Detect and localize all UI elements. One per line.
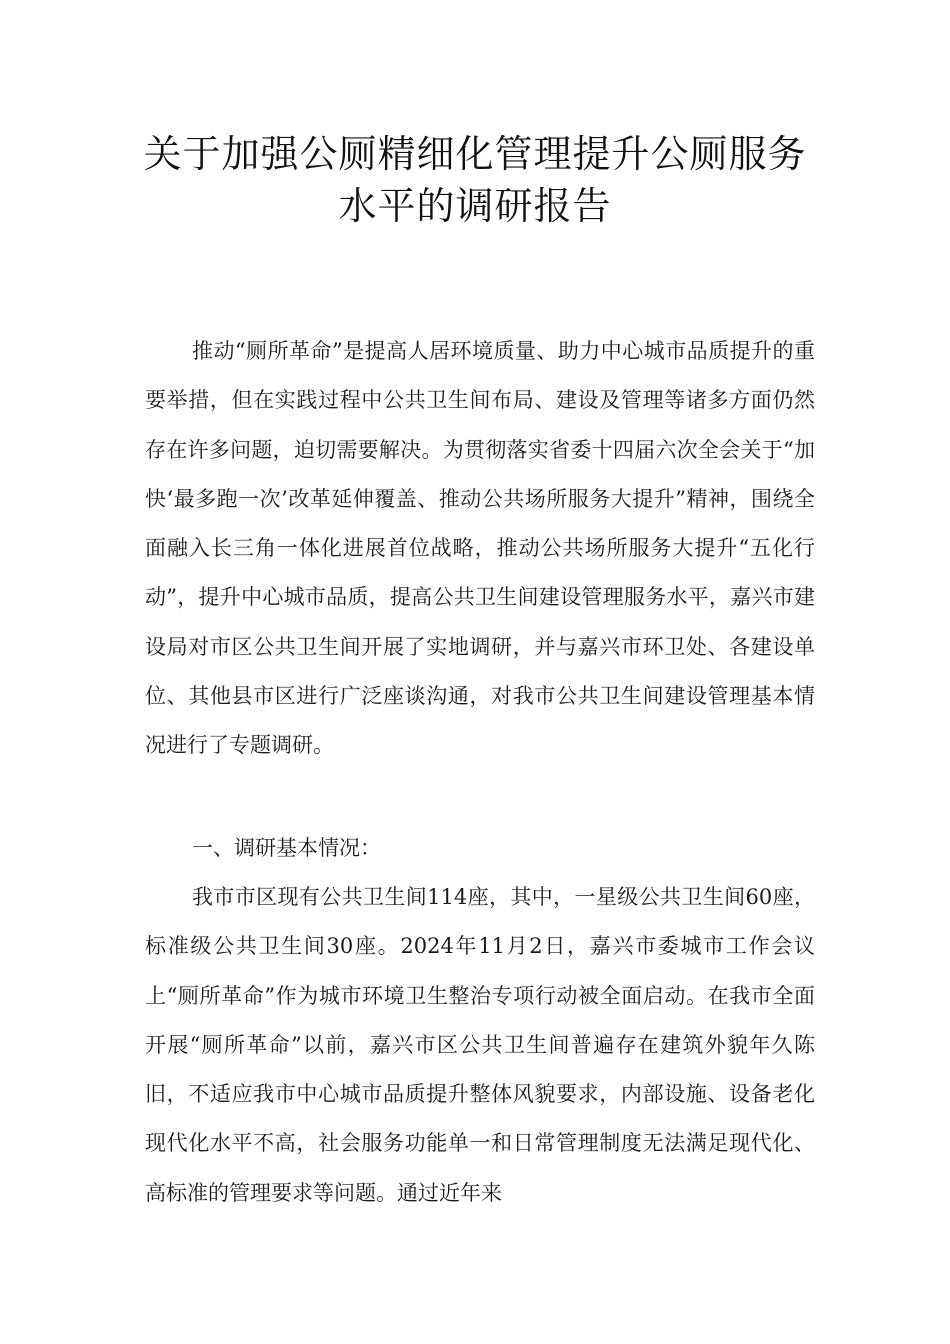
document-title bbox=[100, 128, 850, 232]
section-1-paragraph: 我市市区现有公共卫生间114座，其中，一星级公共卫生间60座，标准级公共卫生间30座。2024年11月2日，嘉兴市委城市工作会议上“厕所革命”作为城市环境卫生整治专项行动被全面启动。在我市全面开展“厕所革命”以前，嘉兴市区公共卫生间普遍存在建筑外貌年久陈旧，不适应我市中心城市品质提升整体风貌要求，内部设施、设备老化现代化水平不高，社会服务功能单一和日常管理制度无法满足现代化、高标准的管理要求等问题。通过近年来 bbox=[145, 885, 815, 1205]
title-line-1: 关于加强公厕精细化管理提升公厕服务 bbox=[143, 132, 807, 176]
title-line-2: 水平的调研报告 bbox=[338, 184, 612, 228]
section-heading-1: 一、调研基本情况： bbox=[192, 836, 381, 860]
intro-paragraph: 推动“厕所革命”是提高人居环境质量、助力中心城市品质提升的重要举措，但在实践过程中公共卫生间布局、建设及管理等诸多方面仍然存在许多问题，迫切需要解决。为贯彻落实省委十四届六次全会关于“加快‘最多跑一次’改革延伸覆盖、推动公共场所服务大提升”精神，围绕全面融入长三角一体化进展首位战略，推动公共场所服务大提升“五化行动”，提升中心城市品质，提高公共卫生间建设管理服务水平，嘉兴市建设局对市区公共卫生间开展了实地调研，并与嘉兴市环卫处、各建设单位、其他县市区进行广泛座谈沟通，对我市公共卫生间建设管理基本情况进行了专题调研。 bbox=[145, 339, 815, 758]
